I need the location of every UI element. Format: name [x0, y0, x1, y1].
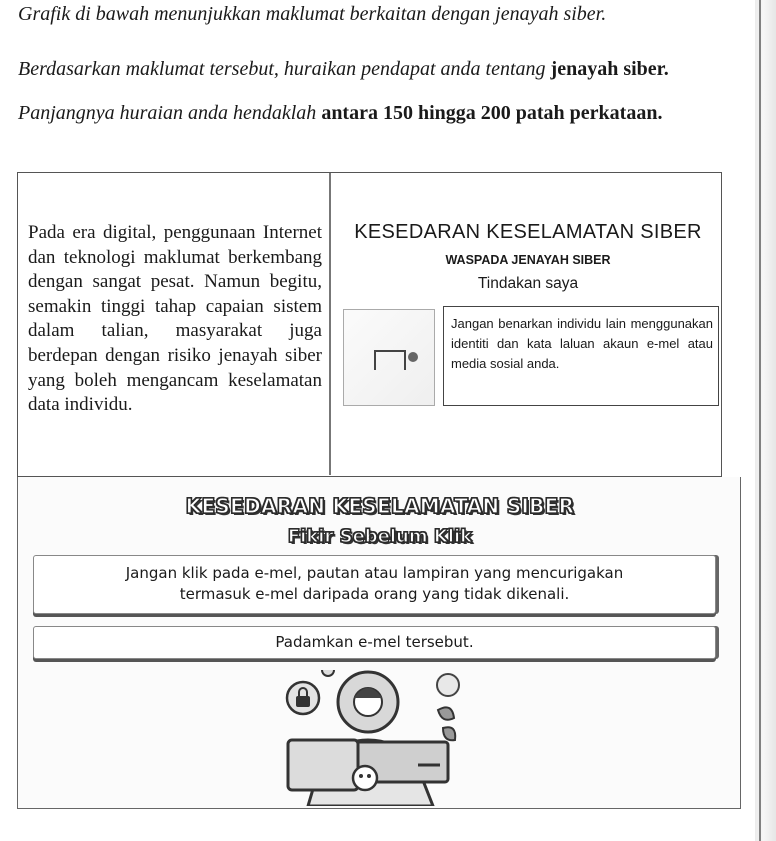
- awareness-subtitle: WASPADA JENAYAH SIBER: [445, 253, 611, 267]
- poster-message-2: Padamkan e-mel tersebut.: [33, 626, 716, 659]
- instruction-2-italic: Berdasarkan maklumat tersebut, huraikan pendapat anda tentang: [18, 58, 546, 80]
- faded-photo: [343, 309, 435, 406]
- tip-box: Jangan benarkan individu lain menggunakan identiti dan kata laluan akaun e-mel atau media sosial anda.: [443, 306, 719, 406]
- small-dot-icon: [322, 670, 334, 676]
- device-left: [288, 740, 358, 790]
- padlock-icon: [296, 696, 310, 707]
- poster-title: KESEDARAN KESELAMATAN SIBER: [185, 494, 575, 518]
- instruction-3-bold: antara 150 hingga 200 patah perkataan.: [321, 102, 663, 124]
- scan-edge: [755, 0, 776, 841]
- poster-panel: [17, 477, 741, 809]
- instruction-3-italic: Panjangnya huraian anda hendaklah: [18, 102, 317, 124]
- dots-bubble-icon: [437, 674, 459, 696]
- instruction-1-text: Grafik di bawah menunjukkan maklumat berkaitan dengan jenayah siber.: [18, 3, 607, 25]
- leaf-icon: [438, 707, 455, 740]
- poster-message-1: [33, 555, 716, 614]
- info-panel: [17, 172, 722, 477]
- panel-divider: [329, 173, 331, 475]
- poster-message-1-line-2: termasuk e-mel daripada orang yang tidak dikenali.: [179, 585, 570, 603]
- poster-subtitle: Fikir Sebelum Klik: [287, 526, 473, 547]
- cyber-hacker-illustration: [243, 670, 493, 806]
- poster-message-1-line-1: Jangan klik pada e-mel, pautan atau lampiran yang mencurigakan: [125, 564, 624, 582]
- instruction-line-2: [18, 57, 669, 81]
- skull-icon: [353, 766, 377, 790]
- action-heading: Tindakan saya: [477, 275, 579, 292]
- intro-paragraph: Pada era digital, penggunaan Internet dan teknologi maklumat berkembang dengan sangat pesat. Namun begitu, semakin tinggi tahap capaian sistem dalam talian, masyarakat juga berdepan dengan risiko jenayah siber yang boleh mengancam keselamatan data individu.: [28, 222, 322, 416]
- instruction-2-bold: jenayah siber.: [550, 58, 669, 80]
- awareness-title: KESEDARAN KESELAMATAN SIBER: [354, 221, 702, 243]
- instruction-line-3: [18, 101, 662, 125]
- instruction-line-1: [18, 2, 606, 26]
